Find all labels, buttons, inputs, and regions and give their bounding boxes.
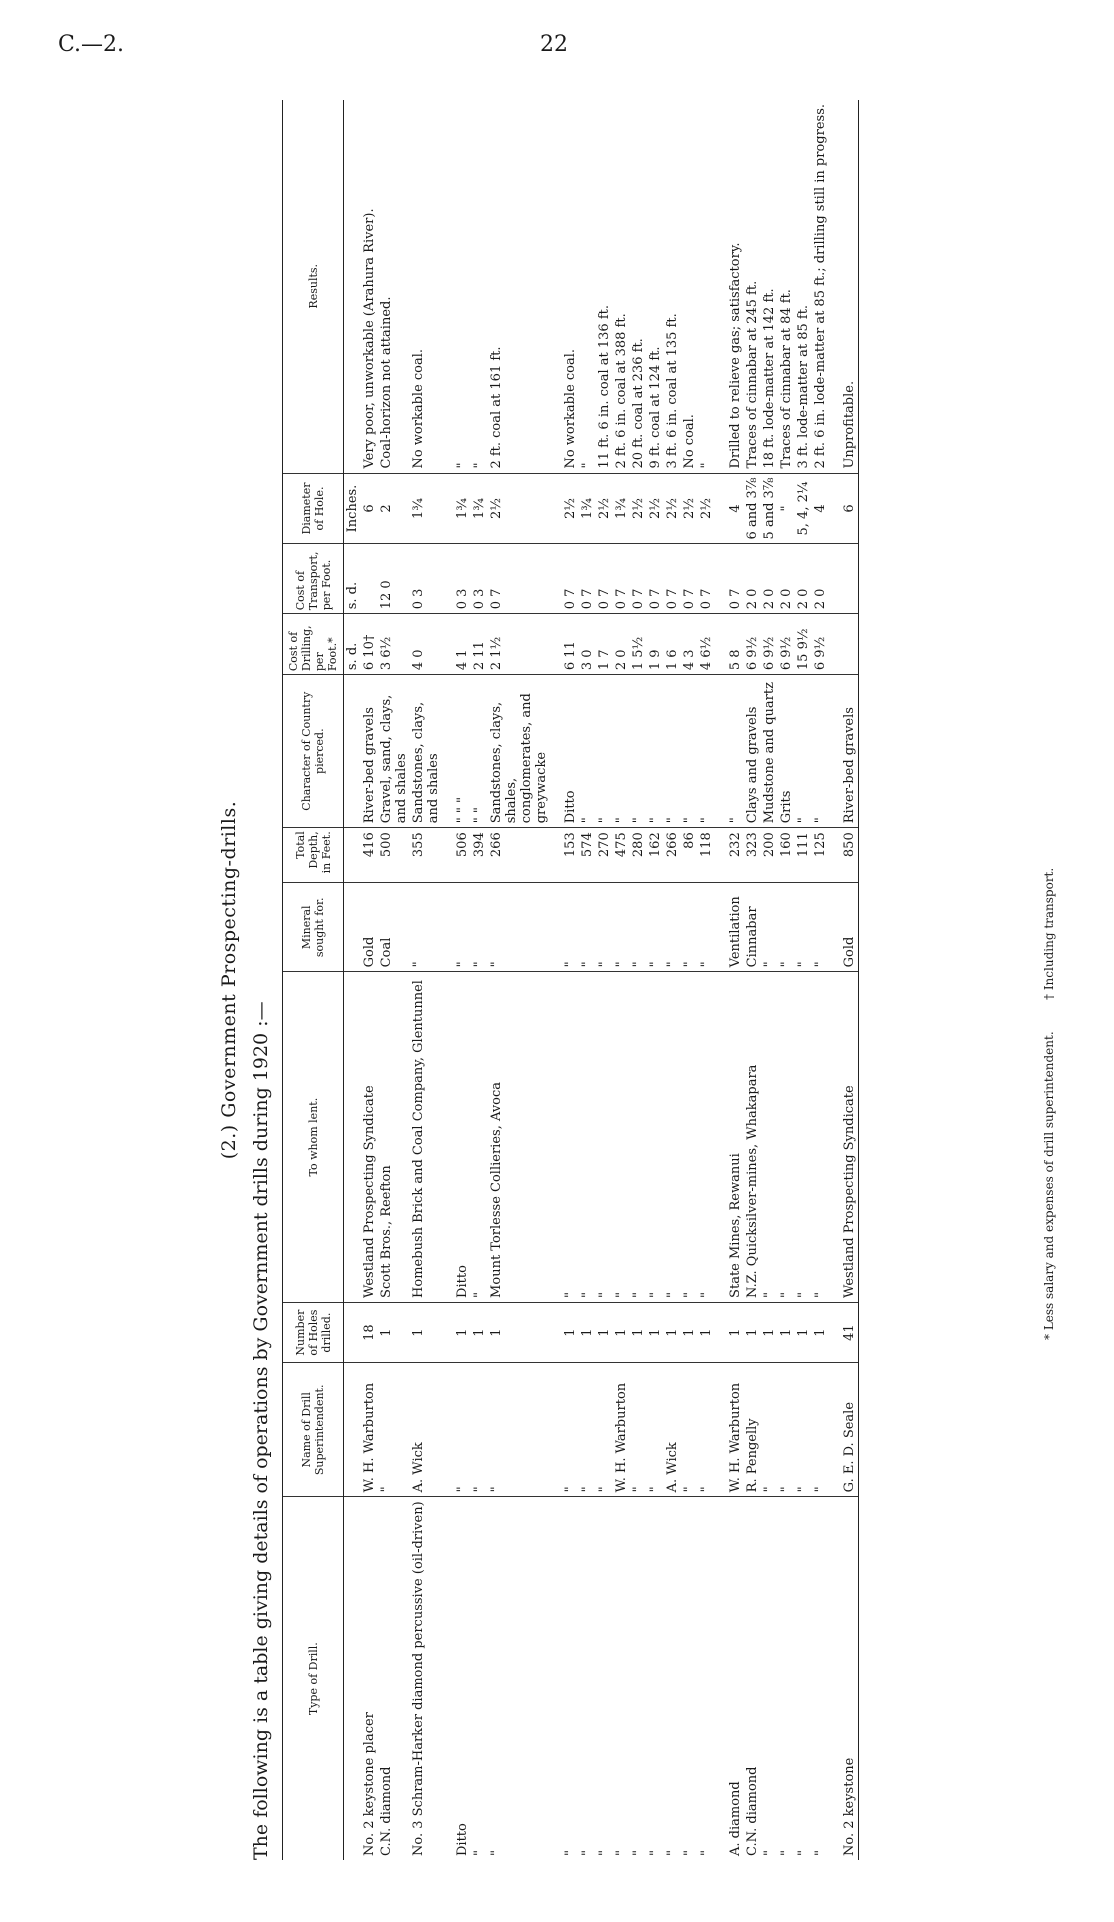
row-spacer <box>829 100 841 1860</box>
cell-transport: 0 3 <box>410 544 442 614</box>
cell-transport: 0 7 <box>698 544 715 614</box>
cell-superintendent: A. Wick <box>410 1363 442 1497</box>
cell-mineral: " <box>812 883 829 972</box>
cell-mineral: " <box>471 883 488 972</box>
cell-depth: 125 <box>812 828 829 883</box>
cell-depth: 86 <box>681 828 698 883</box>
cell-type: " <box>472 1850 487 1856</box>
cell-transport: 0 7 <box>664 544 681 614</box>
cell-mineral: " <box>761 883 778 972</box>
cell-transport: 0 3 <box>471 544 488 614</box>
cell-diameter: 2½ <box>596 473 613 544</box>
cell-holes: 1 <box>454 1302 471 1362</box>
row-spacer <box>715 100 727 1860</box>
cell-superintendent: " <box>454 1363 471 1497</box>
cell-cost: 1 7 <box>596 614 613 675</box>
drills-table <box>282 100 859 1860</box>
cell-cost: 1 6 <box>664 614 681 675</box>
cell-holes: 1 <box>471 1302 488 1362</box>
cell-depth: 500 <box>378 828 410 883</box>
table-row <box>596 100 613 1860</box>
cell-results: Traces of cinnabar at 84 ft. <box>778 100 795 473</box>
cell-depth: 506 <box>454 828 471 883</box>
table-row <box>579 100 596 1860</box>
cell-holes: 1 <box>579 1302 596 1362</box>
cell-results: " <box>579 100 596 473</box>
cell-type: No. 2 keystone placer <box>362 1712 377 1856</box>
cell-results: 2 ft. 6 in. lode-matter at 85 ft.; drilling still in progress. <box>812 100 829 473</box>
cell-results: No workable coal. <box>562 100 579 473</box>
cell-holes: 1 <box>647 1302 664 1362</box>
cell-holes: 1 <box>596 1302 613 1362</box>
cell-type: " <box>563 1850 578 1856</box>
cell-mineral: " <box>579 883 596 972</box>
table-row <box>361 100 378 1860</box>
cell-cost: 6 9½ <box>744 614 761 675</box>
cell-mineral: " <box>778 883 795 972</box>
cell-depth: 475 <box>613 828 630 883</box>
cell-diameter: 1¾ <box>613 473 630 544</box>
units-transport: s. d. <box>344 544 362 614</box>
cell-diameter: 1¾ <box>579 473 596 544</box>
cell-results: 9 ft. coal at 124 ft. <box>647 100 664 473</box>
cell-superintendent: " <box>579 1363 596 1497</box>
table-row <box>744 100 761 1860</box>
cell-superintendent: " <box>471 1363 488 1497</box>
cell-mineral: " <box>681 883 698 972</box>
cell-mineral: " <box>795 883 812 972</box>
cell-depth: 266 <box>488 828 550 883</box>
cell-results: " <box>698 100 715 473</box>
cell-results: " <box>454 100 471 473</box>
cell-superintendent: " <box>795 1363 812 1497</box>
cell-holes: 1 <box>727 1302 744 1362</box>
cell-whom: " <box>795 972 812 1303</box>
cell-cost: 2 0 <box>613 614 630 675</box>
cell-superintendent: " <box>647 1363 664 1497</box>
table-row <box>681 100 698 1860</box>
cell-depth: 266 <box>664 828 681 883</box>
header-diameter: Diameter of Hole. <box>283 473 344 544</box>
cell-transport <box>361 544 378 614</box>
cell-cost: 6 10† <box>361 614 378 675</box>
cell-type: Ditto <box>455 1823 470 1856</box>
cell-results: " <box>471 100 488 473</box>
cell-diameter: " <box>778 473 795 544</box>
cell-transport: 0 7 <box>488 544 550 614</box>
cell-whom: " <box>596 972 613 1303</box>
cell-holes: 1 <box>681 1302 698 1362</box>
cell-character: Grits <box>778 675 795 828</box>
cell-results: 2 ft. 6 in. coal at 388 ft. <box>613 100 630 473</box>
cell-whom: " <box>647 972 664 1303</box>
cell-character: " <box>630 675 647 828</box>
units-diameter: Inches. <box>344 473 362 544</box>
table-row <box>471 100 488 1860</box>
cell-results: Coal-horizon not attained. <box>378 100 410 473</box>
header-whom: To whom lent. <box>283 972 344 1303</box>
cell-cost: 5 8 <box>727 614 744 675</box>
cell-results: 18 ft. lode-matter at 142 ft. <box>761 100 778 473</box>
cell-transport: 2 0 <box>761 544 778 614</box>
cell-cost: 4 0 <box>410 614 442 675</box>
document-reference: C.—2. <box>58 32 125 57</box>
cell-type: C.N. diamond <box>745 1766 760 1856</box>
cell-depth: 850 <box>841 828 859 883</box>
cell-transport: 0 7 <box>562 544 579 614</box>
row-spacer <box>550 100 562 1860</box>
cell-cost: 4 6½ <box>698 614 715 675</box>
table-row <box>647 100 664 1860</box>
cell-superintendent: " <box>812 1363 829 1497</box>
cell-depth: 355 <box>410 828 442 883</box>
cell-whom: Ditto <box>454 972 471 1303</box>
header-depth: Total Depth, in Feet. <box>283 828 344 883</box>
cell-depth: 574 <box>579 828 596 883</box>
cell-type: " <box>580 1850 595 1856</box>
cell-cost: 4 3 <box>681 614 698 675</box>
cell-results: 2 ft. coal at 161 ft. <box>488 100 550 473</box>
cell-diameter: 2½ <box>488 473 550 544</box>
cell-superintendent: " <box>488 1363 550 1497</box>
cell-holes: 1 <box>410 1302 442 1362</box>
header-character: Character of Country pierced. <box>283 675 344 828</box>
cell-diameter: 1¾ <box>410 473 442 544</box>
cell-mineral: Ventilation <box>727 883 744 972</box>
cell-character: " <box>698 675 715 828</box>
cell-type: " <box>682 1850 697 1856</box>
table-row <box>378 100 410 1860</box>
footnote-dagger: † Including transport. <box>1042 867 1056 1000</box>
cell-holes: 1 <box>778 1302 795 1362</box>
cell-character: " <box>613 675 630 828</box>
cell-results: Traces of cinnabar at 245 ft. <box>744 100 761 473</box>
rotated-table-region <box>200 100 1080 1860</box>
cell-depth: 160 <box>778 828 795 883</box>
footnote-star: * Less salary and expenses of drill superintendent. <box>1042 1031 1056 1340</box>
cell-diameter: 5, 4, 2¼ <box>795 473 812 544</box>
cell-character: Clays and gravels <box>744 675 761 828</box>
cell-character: Ditto <box>562 675 579 828</box>
cell-cost: 2 11 <box>471 614 488 675</box>
cell-character: River-bed gravels <box>841 675 859 828</box>
cell-results: 20 ft. coal at 236 ft. <box>630 100 647 473</box>
cell-cost: 15 9½ <box>795 614 812 675</box>
cell-depth: 270 <box>596 828 613 883</box>
cell-transport: 0 7 <box>727 544 744 614</box>
cell-results: Unprofitable. <box>841 100 859 473</box>
cell-diameter: 2½ <box>664 473 681 544</box>
table-row <box>630 100 647 1860</box>
cell-type: No. 3 Schram-Harker diamond percussive (oil-driven) <box>411 1501 426 1856</box>
table-row <box>664 100 681 1860</box>
cell-mineral: Gold <box>361 883 378 972</box>
cell-results: Very poor, unworkable (Arahura River). <box>361 100 378 473</box>
cell-diameter: 2½ <box>681 473 698 544</box>
cell-whom: Homebush Brick and Coal Company, Glentunnel <box>410 972 442 1303</box>
cell-mineral: " <box>698 883 715 972</box>
header-type: Type of Drill. <box>283 1497 344 1860</box>
cell-results: Drilled to relieve gas; satisfactory. <box>727 100 744 473</box>
cell-transport: 12 0 <box>378 544 410 614</box>
cell-superintendent: A. Wick <box>664 1363 681 1497</box>
cell-superintendent: " <box>761 1363 778 1497</box>
cell-mineral: " <box>562 883 579 972</box>
cell-transport: 0 3 <box>454 544 471 614</box>
cell-transport: 0 7 <box>579 544 596 614</box>
cell-whom: Scott Bros., Reefton <box>378 972 410 1303</box>
cell-mineral: " <box>488 883 550 972</box>
cell-cost: 6 11 <box>562 614 579 675</box>
cell-depth: 232 <box>727 828 744 883</box>
cell-character: " " " <box>454 675 471 828</box>
table-header-row <box>283 100 344 1860</box>
cell-results: 3 ft. 6 in. coal at 135 ft. <box>664 100 681 473</box>
cell-character: Gravel, sand, clays, and shales <box>378 675 410 828</box>
cell-diameter: 6 <box>361 473 378 544</box>
cell-cost: 1 5½ <box>630 614 647 675</box>
table-row <box>795 100 812 1860</box>
units-row <box>344 100 362 1860</box>
header-mineral: Mineral sought for. <box>283 883 344 972</box>
cell-mineral: " <box>647 883 664 972</box>
cell-character: " <box>579 675 596 828</box>
cell-whom: State Mines, Rewanui <box>727 972 744 1303</box>
cell-whom: " <box>681 972 698 1303</box>
cell-holes: 1 <box>488 1302 550 1362</box>
cell-diameter: 1¾ <box>454 473 471 544</box>
units-cost: s. d. <box>344 614 362 675</box>
header-holes: Number of Holes drilled. <box>283 1302 344 1362</box>
cell-type: " <box>762 1850 777 1856</box>
cell-whom: N.Z. Quicksilver-mines, Whakapara <box>744 972 761 1303</box>
cell-transport: 2 0 <box>795 544 812 614</box>
cell-character: " <box>812 675 829 828</box>
cell-depth: 323 <box>744 828 761 883</box>
cell-diameter: 4 <box>727 473 744 544</box>
table-row <box>488 100 550 1860</box>
cell-type: " <box>665 1850 680 1856</box>
cell-holes: 1 <box>613 1302 630 1362</box>
cell-cost <box>841 614 859 675</box>
cell-holes: 18 <box>361 1302 378 1362</box>
table-row <box>454 100 471 1860</box>
cell-superintendent: " <box>378 1363 410 1497</box>
cell-superintendent: G. E. D. Seale <box>841 1363 859 1497</box>
cell-type: " <box>813 1850 828 1856</box>
cell-diameter: 2 <box>378 473 410 544</box>
cell-depth: 111 <box>795 828 812 883</box>
cell-type: C.N. diamond <box>379 1766 394 1856</box>
cell-transport: 0 7 <box>630 544 647 614</box>
cell-holes: 1 <box>378 1302 410 1362</box>
cell-superintendent: W. H. Warburton <box>727 1363 744 1497</box>
cell-type: " <box>489 1850 504 1856</box>
cell-results: 3 ft. lode-matter at 85 ft. <box>795 100 812 473</box>
cell-type: " <box>796 1850 811 1856</box>
table-row <box>778 100 795 1860</box>
cell-superintendent: " <box>562 1363 579 1497</box>
cell-results: No coal. <box>681 100 698 473</box>
cell-whom: Westland Prospecting Syndicate <box>841 972 859 1303</box>
cell-cost: 3 0 <box>579 614 596 675</box>
cell-mineral: " <box>664 883 681 972</box>
cell-superintendent: " <box>681 1363 698 1497</box>
cell-holes: 1 <box>698 1302 715 1362</box>
cell-depth: 394 <box>471 828 488 883</box>
cell-character: " <box>795 675 812 828</box>
cell-holes: 1 <box>761 1302 778 1362</box>
cell-whom: " <box>562 972 579 1303</box>
cell-diameter: 1¾ <box>471 473 488 544</box>
cell-holes: 1 <box>812 1302 829 1362</box>
cell-type: " <box>699 1850 714 1856</box>
header-superintendent: Name of Drill Superintendent. <box>283 1363 344 1497</box>
table-row <box>410 100 442 1860</box>
cell-depth: 118 <box>698 828 715 883</box>
cell-type: " <box>779 1850 794 1856</box>
cell-mineral: " <box>613 883 630 972</box>
table-row <box>812 100 829 1860</box>
table-row <box>562 100 579 1860</box>
cell-character: " <box>727 675 744 828</box>
cell-cost: 3 6½ <box>378 614 410 675</box>
cell-cost: 1 9 <box>647 614 664 675</box>
cell-depth: 162 <box>647 828 664 883</box>
cell-depth: 153 <box>562 828 579 883</box>
cell-whom: " <box>761 972 778 1303</box>
cell-mineral: " <box>630 883 647 972</box>
table-row <box>761 100 778 1860</box>
cell-type: " <box>614 1850 629 1856</box>
cell-diameter: 2½ <box>647 473 664 544</box>
cell-character: River-bed gravels <box>361 675 378 828</box>
cell-transport: 0 7 <box>647 544 664 614</box>
cell-whom: " <box>698 972 715 1303</box>
cell-diameter: 4 <box>812 473 829 544</box>
cell-cost: 6 9½ <box>778 614 795 675</box>
cell-superintendent: " <box>778 1363 795 1497</box>
cell-diameter: 6 and 3⅞ <box>744 473 761 544</box>
cell-character: Mudstone and quartz <box>761 675 778 828</box>
cell-whom: " <box>630 972 647 1303</box>
table-row <box>727 100 744 1860</box>
cell-mineral: " <box>596 883 613 972</box>
cell-transport: 0 7 <box>681 544 698 614</box>
cell-type: No. 2 keystone <box>841 1497 859 1860</box>
cell-holes: 41 <box>841 1302 859 1362</box>
table-row <box>841 100 859 1860</box>
cell-transport: 0 7 <box>596 544 613 614</box>
cell-superintendent: W. H. Warburton <box>361 1363 378 1497</box>
intro-text: The following is a table giving details of operations by Government drills during 1920 :— <box>250 1001 272 1860</box>
cell-holes: 1 <box>744 1302 761 1362</box>
cell-character: " <box>664 675 681 828</box>
cell-superintendent: " <box>630 1363 647 1497</box>
cell-transport: 0 7 <box>613 544 630 614</box>
cell-superintendent: R. Pengelly <box>744 1363 761 1497</box>
cell-character: Sandstones, clays, shales, conglomerates, and greywacke <box>488 675 550 828</box>
header-transport: Cost of Transport, per Foot. <box>283 544 344 614</box>
cell-mineral: Cinnabar <box>744 883 761 972</box>
cell-superintendent: " <box>596 1363 613 1497</box>
cell-transport: 2 0 <box>778 544 795 614</box>
cell-holes: 1 <box>562 1302 579 1362</box>
cell-character: " <box>596 675 613 828</box>
header-results: Results. <box>283 100 344 473</box>
cell-mineral: " <box>454 883 471 972</box>
cell-character: " <box>681 675 698 828</box>
cell-transport <box>841 544 859 614</box>
cell-whom: " <box>471 972 488 1303</box>
cell-whom: " <box>664 972 681 1303</box>
cell-holes: 1 <box>795 1302 812 1362</box>
cell-type: " <box>597 1850 612 1856</box>
cell-diameter: 2½ <box>698 473 715 544</box>
cell-type: " <box>631 1850 646 1856</box>
cell-cost: 6 9½ <box>761 614 778 675</box>
cell-whom: Westland Prospecting Syndicate <box>361 972 378 1303</box>
cell-superintendent: " <box>698 1363 715 1497</box>
cell-whom: " <box>613 972 630 1303</box>
cell-results: No workable coal. <box>410 100 442 473</box>
section-title: (2.) Government Prospecting-drills. <box>218 800 240 1160</box>
cell-cost: 2 1½ <box>488 614 550 675</box>
cell-depth: 200 <box>761 828 778 883</box>
cell-superintendent: W. H. Warburton <box>613 1363 630 1497</box>
cell-depth: 416 <box>361 828 378 883</box>
cell-whom: " <box>812 972 829 1303</box>
cell-results: 11 ft. 6 in. coal at 136 ft. <box>596 100 613 473</box>
cell-mineral: " <box>410 883 442 972</box>
cell-mineral: Coal <box>378 883 410 972</box>
cell-type: A. diamond <box>728 1781 743 1856</box>
cell-transport: 2 0 <box>744 544 761 614</box>
cell-whom: " <box>778 972 795 1303</box>
cell-cost: 4 1 <box>454 614 471 675</box>
cell-diameter: 5 and 3⅞ <box>761 473 778 544</box>
cell-character: " " <box>471 675 488 828</box>
cell-diameter: 2½ <box>630 473 647 544</box>
cell-character: " <box>647 675 664 828</box>
cell-whom: Mount Torlesse Collieries, Avoca <box>488 972 550 1303</box>
cell-cost: 6 9½ <box>812 614 829 675</box>
table-row <box>613 100 630 1860</box>
cell-transport: 2 0 <box>812 544 829 614</box>
cell-mineral: Gold <box>841 883 859 972</box>
cell-holes: 1 <box>664 1302 681 1362</box>
row-spacer <box>442 100 454 1860</box>
cell-character: Sandstones, clays, and shales <box>410 675 442 828</box>
table-row <box>698 100 715 1860</box>
cell-type: " <box>648 1850 663 1856</box>
cell-depth: 280 <box>630 828 647 883</box>
cell-whom: " <box>579 972 596 1303</box>
cell-diameter: 2½ <box>562 473 579 544</box>
page-number: 22 <box>540 32 568 57</box>
cell-diameter: 6 <box>841 473 859 544</box>
cell-holes: 1 <box>630 1302 647 1362</box>
header-cost: Cost of Drilling, per Foot.* <box>283 614 344 675</box>
